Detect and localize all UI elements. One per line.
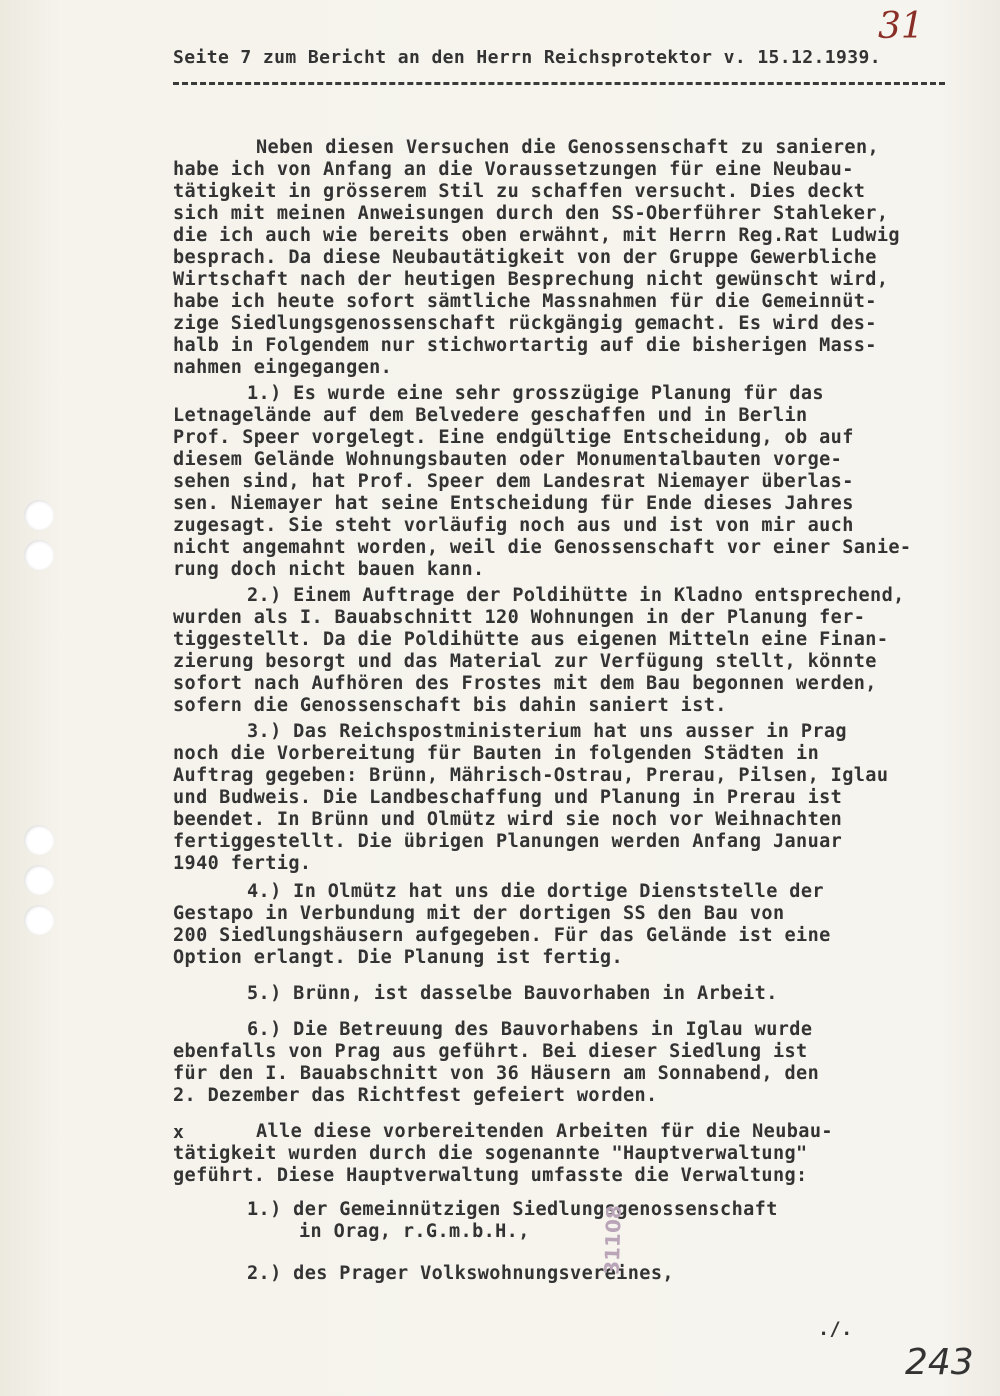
text-line: zierung besorgt und das Material zur Verfügung stellt, könnte — [173, 651, 877, 672]
text-line: sofort nach Aufhören des Frostes mit dem Bau begonnen werden, — [173, 673, 877, 694]
text-line: habe ich heute sofort sämtliche Massnahmen für die Gemeinnüt- — [173, 291, 877, 312]
text-line: geführt. Diese Hauptverwaltung umfasste die Verwaltung: — [173, 1165, 808, 1186]
text-line: sen. Niemayer hat seine Entscheidung für Ende dieses Jahres — [173, 493, 854, 514]
text-line: 1.) der Gemeinnützigen Siedlungsgenossenschaft — [247, 1199, 778, 1220]
text-line: zugesagt. Sie steht vorläufig noch aus und ist von mir auch — [173, 515, 854, 536]
margin-mark: x — [173, 1122, 184, 1143]
text-line: nicht angemahnt worden, weil die Genossenschaft vor einer Sanie- — [173, 537, 912, 558]
text-line: ebenfalls von Prag aus geführt. Bei dieser Siedlung ist — [173, 1041, 808, 1062]
text-line: zige Siedlungsgenossenschaft rückgängig gemacht. Es wird des- — [173, 313, 877, 334]
text-line: diesem Gelände Wohnungsbauten oder Monumentalbauten vorge- — [173, 449, 843, 470]
text-line: Gestapo in Verbundung mit der dortigen SS den Bau von — [173, 903, 785, 924]
text-line: tätigkeit in grösserem Stil zu schaffen versucht. Dies deckt — [173, 181, 866, 202]
text-line: besprach. Da diese Neubautätigkeit von der Gruppe Gewerbliche — [173, 247, 877, 268]
text-line: tiggestellt. Da die Poldihütte aus eigenen Mitteln eine Finan- — [173, 629, 889, 650]
punch-hole — [24, 500, 54, 530]
folio-number-bottom: 243 — [905, 1342, 974, 1383]
punch-hole — [24, 540, 54, 570]
text-line: Neben diesen Versuchen die Genossenschaft zu sanieren, — [256, 137, 880, 158]
text-line: 5.) Brünn, ist dasselbe Bauvorhaben in Arbeit. — [247, 983, 778, 1004]
text-line: 200 Siedlungshäusern aufgegeben. Für das Gelände ist eine — [173, 925, 831, 946]
text-line: sehen sind, hat Prof. Speer dem Landesrat Niemayer überlas- — [173, 471, 854, 492]
text-line: 2. Dezember das Richtfest gefeiert worden. — [173, 1085, 658, 1106]
text-line: Letnagelände auf dem Belvedere geschaffen und in Berlin — [173, 405, 808, 426]
text-line: habe ich von Anfang an die Voraussetzungen für eine Neubau- — [173, 159, 854, 180]
text-line: 6.) Die Betreuung des Bauvorhabens in Iglau wurde — [247, 1019, 813, 1040]
text-line: tätigkeit wurden durch die sogenannte "Hauptverwaltung" — [173, 1143, 808, 1164]
text-line: Auftrag gegeben: Brünn, Mährisch-Ostrau, Prerau, Pilsen, Iglau — [173, 765, 889, 786]
text-line: 1.) Es wurde eine sehr grosszügige Planung für das — [247, 383, 824, 404]
text-line: 2.) Einem Auftrage der Poldihütte in Kladno entsprechend, — [247, 585, 905, 606]
continuation-mark: ./. — [818, 1319, 853, 1340]
punch-hole — [24, 865, 54, 895]
text-line: die ich auch wie bereits oben erwähnt, mit Herrn Reg.Rat Ludwig — [173, 225, 900, 246]
header-rule — [173, 82, 945, 85]
text-line: wurden als I. Bauabschnitt 120 Wohnungen in der Planung fer- — [173, 607, 866, 628]
text-line: halb in Folgendem nur stichwortartig auf die bisherigen Mass- — [173, 335, 877, 356]
folio-number-top: 31 — [878, 6, 924, 47]
punch-hole — [24, 905, 54, 935]
text-line: 1940 fertig. — [173, 853, 312, 874]
text-line: fertiggestellt. Die übrigen Planungen werden Anfang Januar — [173, 831, 843, 852]
text-line: für den I. Bauabschnitt von 36 Häusern am Sonnabend, den — [173, 1063, 820, 1084]
text-line: 4.) In Olmütz hat uns die dortige Dienststelle der — [247, 881, 824, 902]
text-line: Prof. Speer vorgelegt. Eine endgültige Entscheidung, ob auf — [173, 427, 854, 448]
page-header: Seite 7 zum Bericht an den Herrn Reichsprotektor v. 15.12.1939. — [173, 47, 881, 68]
text-line: sofern die Genossenschaft bis dahin saniert ist. — [173, 695, 727, 716]
punch-hole — [24, 825, 54, 855]
text-line: 2.) des Prager Volkswohnungsvereines, — [247, 1263, 674, 1284]
text-line: und Budweis. Die Landbeschaffung und Planung in Prerau ist — [173, 787, 843, 808]
text-line: 3.) Das Reichspostministerium hat uns ausser in Prag — [247, 721, 847, 742]
text-line: beendet. In Brünn und Olmütz wird sie noch vor Weihnachten — [173, 809, 843, 830]
text-line: in Orag, r.G.m.b.H., — [299, 1221, 530, 1242]
text-line: sich mit meinen Anweisungen durch den SS-Oberführer Stahleker, — [173, 203, 889, 224]
text-line: Option erlangt. Die Planung ist fertig. — [173, 947, 623, 968]
text-line: Wirtschaft nach der heutigen Besprechung nicht gewünscht wird, — [173, 269, 889, 290]
text-line: Alle diese vorbereitenden Arbeiten für die Neubau- — [256, 1121, 833, 1142]
text-line: noch die Vorbereitung für Bauten in folgenden Städten in — [173, 743, 820, 764]
text-line: rung doch nicht bauen kann. — [173, 559, 485, 580]
text-line: nahmen eingegangen. — [173, 357, 393, 378]
stamp-number: 31108 — [599, 1204, 627, 1276]
